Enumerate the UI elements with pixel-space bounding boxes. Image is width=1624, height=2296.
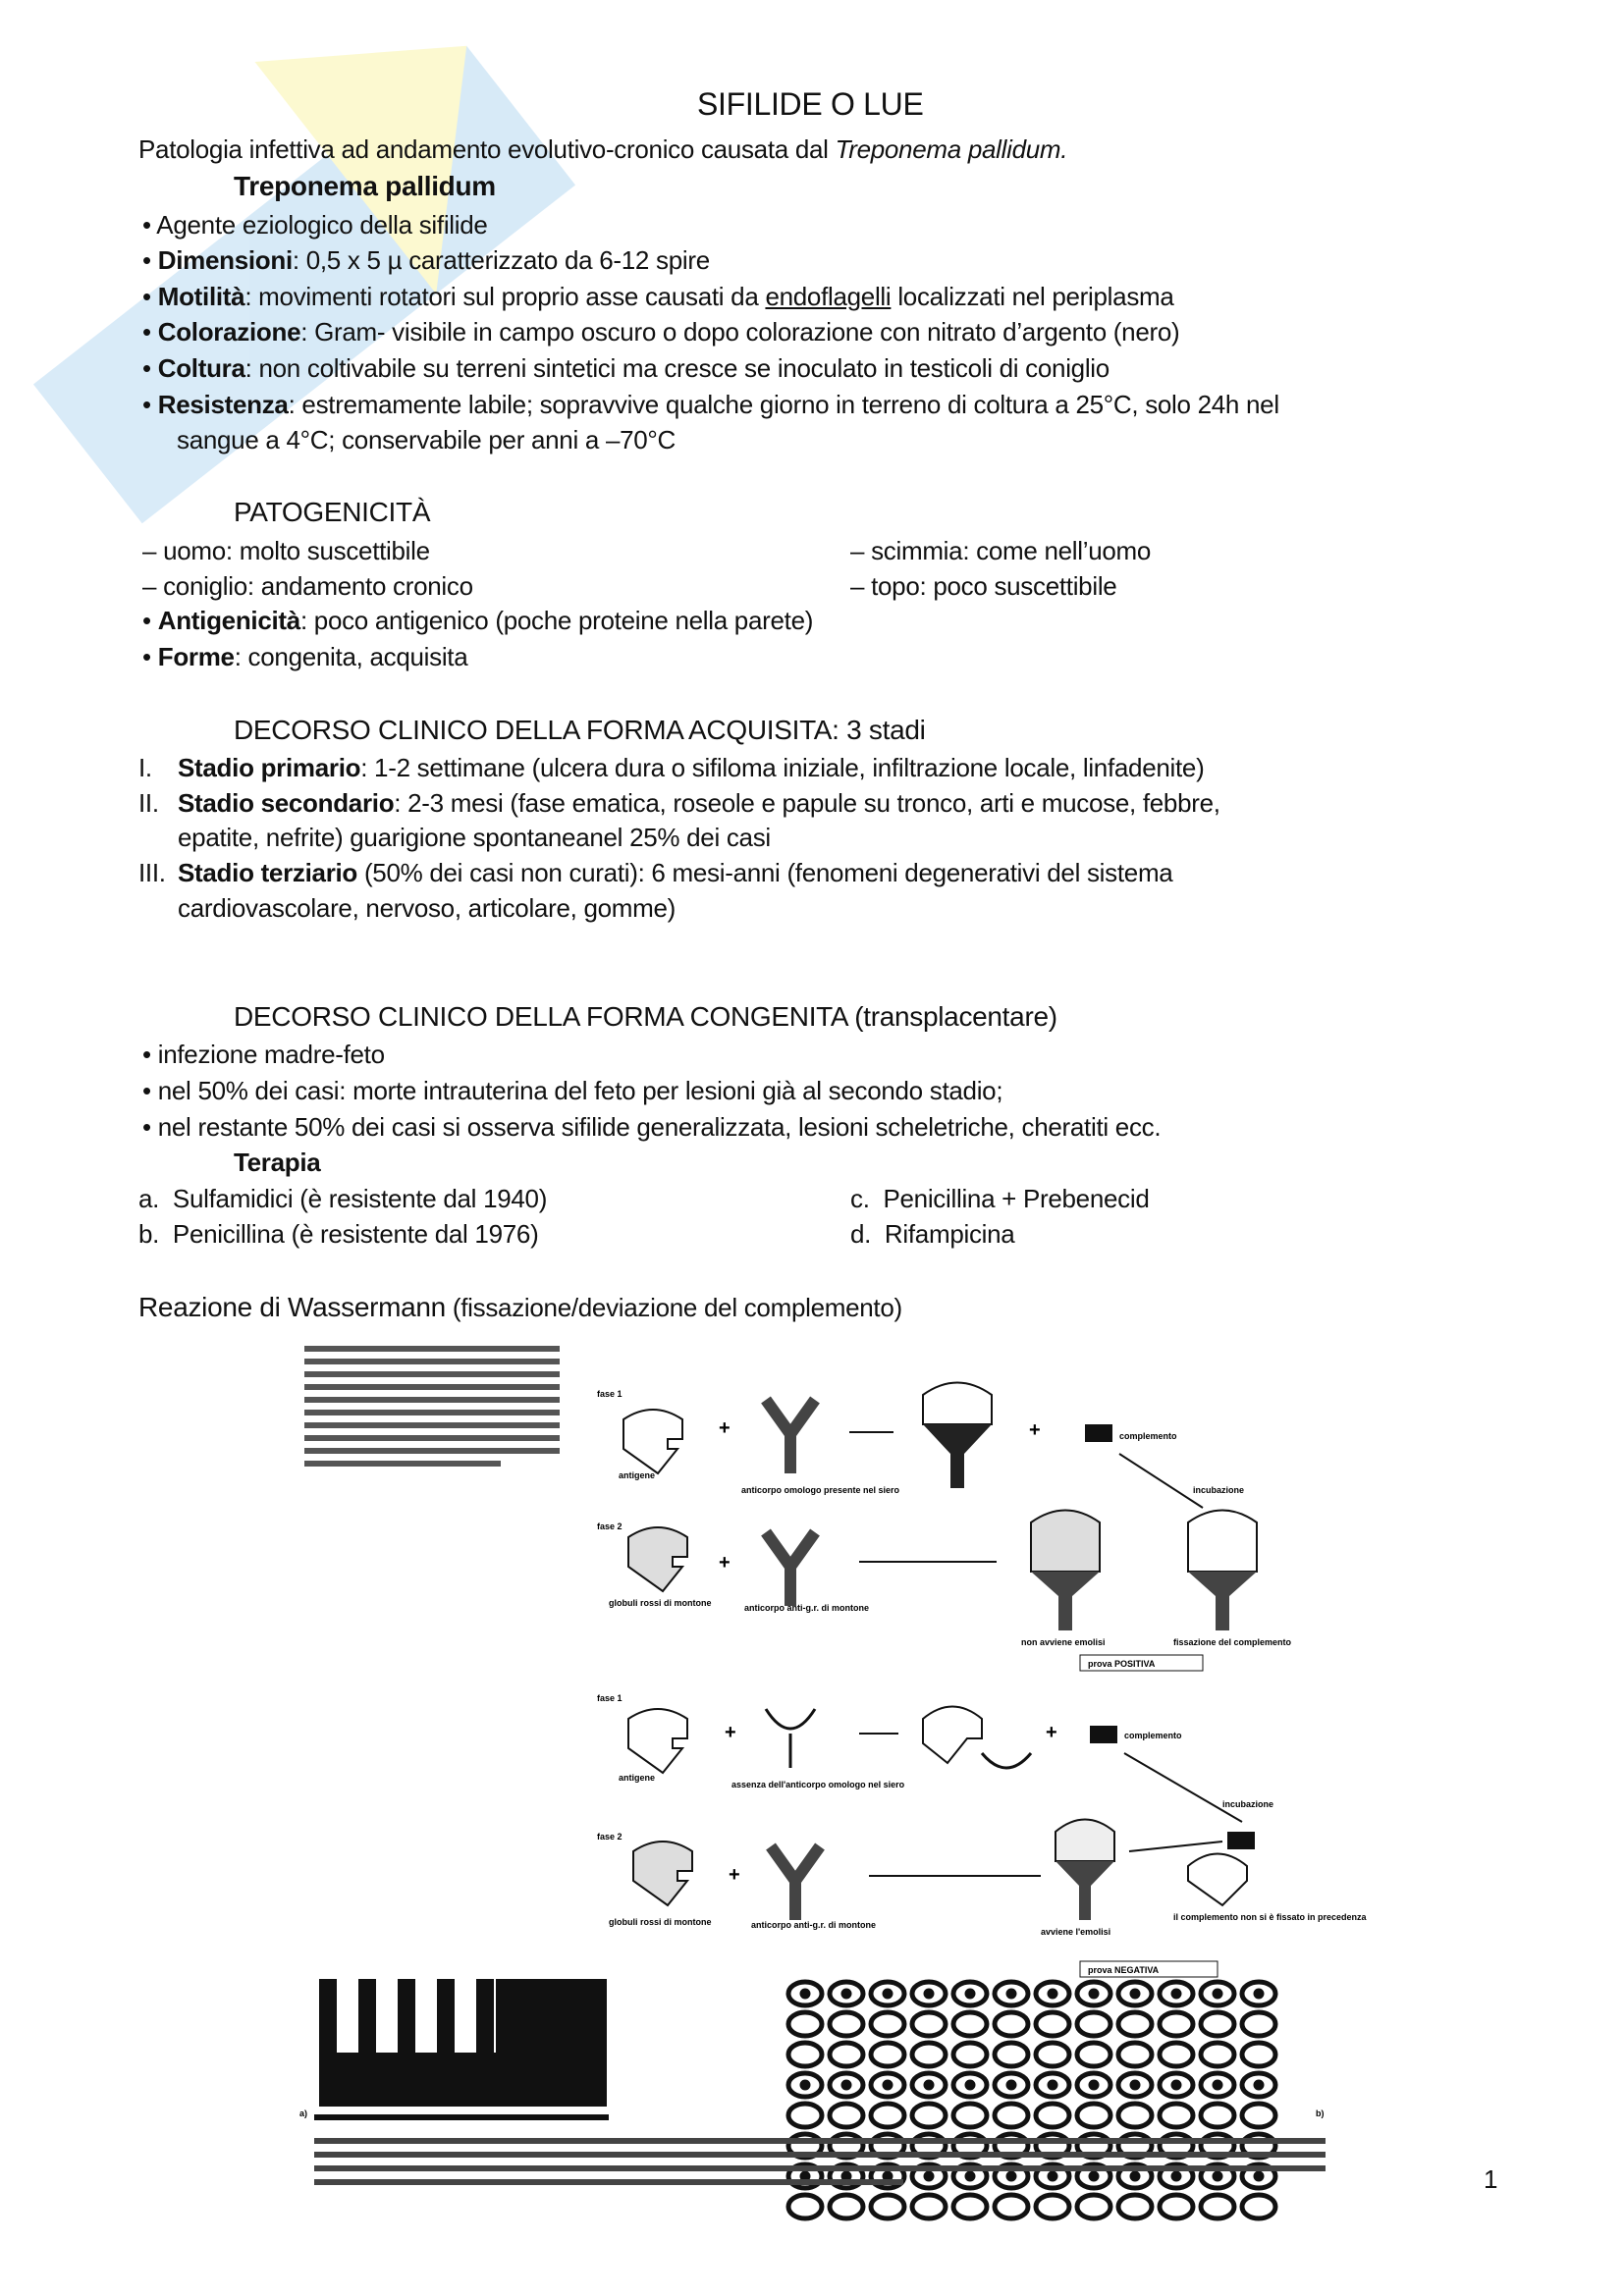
terapia-heading: Terapia	[234, 1148, 321, 1177]
fig-label: globuli rossi di montone	[609, 1917, 712, 1927]
fig-label: fase 1	[597, 1693, 623, 1703]
acquisita-heading: DECORSO CLINICO DELLA FORMA ACQUISITA: 3 stadi	[234, 715, 926, 745]
fig-panel-label: a)	[299, 2109, 308, 2118]
sediment-dot	[885, 1991, 891, 1997]
sediment-dot	[1008, 1991, 1014, 1997]
sediment-dot	[1008, 2173, 1014, 2179]
sediment-dot	[802, 1991, 808, 1997]
list-item: • infezione madre-feto	[142, 1040, 385, 1069]
sediment-dot	[802, 2173, 808, 2179]
sediment-dot	[1173, 2082, 1179, 2088]
patogenicita-heading: PATOGENICITÀ	[234, 497, 431, 527]
therapy-item: d. Rifampicina	[850, 1219, 1015, 1249]
sediment-dot	[802, 2082, 808, 2088]
stage-continuation: epatite, nefrite) guarigione spontaneanel 25% dei casi	[178, 823, 771, 852]
sediment-dot	[967, 2082, 973, 2088]
fig-label: anticorpo anti-g.r. di montone	[744, 1603, 869, 1613]
list-item: • Coltura: non coltivabile su terreni sintetici ma cresce se inoculato in testicoli di coniglio	[142, 353, 1110, 383]
svg-text:+: +	[729, 1864, 740, 1886]
sediment-dot	[1256, 2082, 1262, 2088]
sediment-dot	[1256, 1991, 1262, 1997]
fig-label: complemento	[1124, 1731, 1182, 1740]
svg-text:+: +	[719, 1417, 731, 1439]
sediment-dot	[1173, 2173, 1179, 2179]
list-item: • Agente eziologico della sifilide	[142, 210, 488, 240]
fig-label: prova POSITIVA	[1088, 1659, 1156, 1669]
fig-label: fase 2	[597, 1522, 623, 1531]
svg-text:+: +	[719, 1552, 731, 1574]
svg-text:+: +	[1029, 1419, 1041, 1441]
treponema-heading: Treponema pallidum	[234, 171, 496, 201]
sediment-dot	[1008, 2082, 1014, 2088]
list-item: • Colorazione: Gram- visibile in campo oscuro o dopo colorazione con nitrato d’argento (nero)	[142, 317, 1180, 347]
sediment-dot	[1215, 2173, 1220, 2179]
list-item-continuation: sangue a 4°C; conservabile per anni a –70°C	[177, 425, 677, 454]
sediment-dot	[885, 2173, 891, 2179]
sediment-dot	[926, 1991, 932, 1997]
fig-label: fase 1	[597, 1389, 623, 1399]
sediment-dot	[843, 1991, 849, 1997]
fig-panel-label: b)	[1316, 2109, 1325, 2118]
host-item: – uomo: molto suscettibile	[142, 536, 430, 565]
list-item: • Resistenza: estremamente labile; sopravvive qualche giorno in terreno di coltura a 25°C, solo 24h nel	[142, 390, 1279, 419]
page-title: SIFILIDE O LUE	[697, 86, 924, 122]
sediment-dot	[1132, 2173, 1138, 2179]
sediment-dot	[1091, 1991, 1097, 1997]
sediment-dot	[926, 2173, 932, 2179]
fig-label: complemento	[1119, 1431, 1177, 1441]
fig-label: fissazione del complemento	[1173, 1637, 1292, 1647]
svg-text:+: +	[1046, 1722, 1057, 1743]
sediment-dot	[843, 2082, 849, 2088]
svg-text:+: +	[725, 1722, 736, 1743]
fig-label: prova NEGATIVA	[1088, 1965, 1160, 1975]
sediment-dot	[1050, 1991, 1056, 1997]
fig-label: il complemento non si è fissato in precedenza	[1173, 1912, 1367, 1922]
sediment-dot	[1215, 2082, 1220, 2088]
sediment-dot	[1256, 2173, 1262, 2179]
stage-item: I. Stadio primario: 1-2 settimane (ulcera dura o sifiloma iniziale, infiltrazione locale, linfadenite)	[138, 753, 1205, 782]
fig-label: assenza dell'anticorpo omologo nel siero	[731, 1780, 905, 1789]
intro-text: Patologia infettiva ad andamento evolutivo-cronico causata dal Treponema pallidum.	[138, 134, 1068, 164]
fig-label: fase 2	[597, 1832, 623, 1842]
host-item: – topo: poco suscettibile	[850, 571, 1117, 601]
sediment-dot	[1132, 2082, 1138, 2088]
fig-label: anticorpo omologo presente nel siero	[741, 1485, 900, 1495]
list-item: • Antigenicità: poco antigenico (poche proteine nella parete)	[142, 606, 814, 635]
fig-label: incubazione	[1193, 1485, 1245, 1495]
fig-label: antigene	[619, 1773, 656, 1783]
host-item: – coniglio: andamento cronico	[142, 571, 473, 601]
list-item: • nel 50% dei casi: morte intrauterina del feto per lesioni già al secondo stadio;	[142, 1076, 1003, 1105]
stage-item: II. Stadio secondario: 2-3 mesi (fase ematica, roseole e papule su tronco, arti e mucose, febbre,	[138, 788, 1220, 818]
sediment-dot	[1173, 1991, 1179, 1997]
stage-item: III. Stadio terziario (50% dei casi non curati): 6 mesi-anni (fenomeni degenerativi del sistema	[138, 858, 1173, 887]
sediment-dot	[1050, 2173, 1056, 2179]
list-item: • Motilità: movimenti rotatori sul proprio asse causati da endoflagelli localizzati nel periplasma	[142, 282, 1174, 311]
fig-label: globuli rossi di montone	[609, 1598, 712, 1608]
sediment-dot	[885, 2082, 891, 2088]
fig-label: incubazione	[1222, 1799, 1274, 1809]
list-item: • Forme: congenita, acquisita	[142, 642, 468, 671]
fig-label: antigene	[619, 1470, 656, 1480]
fig-label: non avviene emolisi	[1021, 1637, 1106, 1647]
sediment-dot	[1215, 1991, 1220, 1997]
complement-fixation-figure	[295, 1341, 1367, 2201]
therapy-item: c. Penicillina + Prebenecid	[850, 1184, 1150, 1213]
page-number: 1	[1484, 2164, 1498, 2194]
sediment-dot	[926, 2082, 932, 2088]
sediment-dot	[843, 2173, 849, 2179]
sediment-dot	[1091, 2173, 1097, 2179]
list-item: • Dimensioni: 0,5 x 5 µ caratterizzato da 6-12 spire	[142, 245, 710, 275]
list-item: • nel restante 50% dei casi si osserva sifilide generalizzata, lesioni scheletriche, cheratiti ecc.	[142, 1112, 1162, 1142]
host-item: – scimmia: come nell’uomo	[850, 536, 1152, 565]
stage-continuation: cardiovascolare, nervoso, articolare, gomme)	[178, 893, 677, 923]
congenita-heading: DECORSO CLINICO DELLA FORMA CONGENITA (transplacentare)	[234, 1001, 1057, 1032]
therapy-item: a. Sulfamidici (è resistente dal 1940)	[138, 1184, 548, 1213]
wassermann-heading: Reazione di Wassermann (fissazione/deviazione del complemento)	[138, 1292, 902, 1322]
sediment-dot	[1091, 2082, 1097, 2088]
sediment-dot	[967, 1991, 973, 1997]
sediment-dot	[1050, 2082, 1056, 2088]
sediment-dot	[1132, 1991, 1138, 1997]
sediment-dot	[967, 2173, 973, 2179]
therapy-item: b. Penicillina (è resistente dal 1976)	[138, 1219, 539, 1249]
fig-label: avviene l'emolisi	[1041, 1927, 1111, 1937]
fig-label: anticorpo anti-g.r. di montone	[751, 1920, 876, 1930]
